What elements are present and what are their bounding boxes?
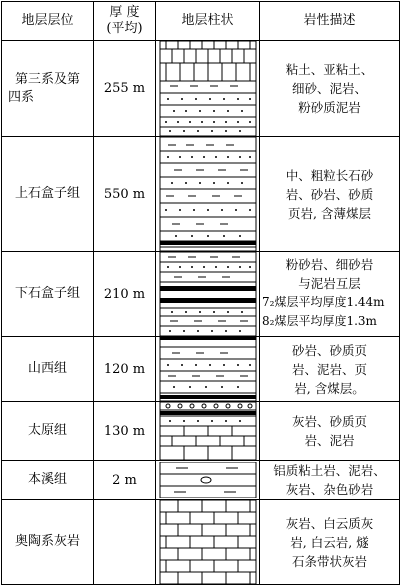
description-line: 灰岩、杂色砂岩 [285,482,374,497]
description-line: 粉砂质泥岩 [298,100,361,115]
stratum-name: 本溪组 [2,461,94,500]
stratum-name: 下石盒子组 [2,252,94,337]
description-line: 砂岩、砂质页 [291,342,367,358]
stratum-row-benxi [2,461,400,500]
stratum-thickness: 550 m [94,137,156,252]
header-description: 岩性描述 [260,2,400,41]
stratum-column-cell [156,137,260,252]
stratum-thickness: 130 m [94,402,156,461]
description-line: 石条带状灰岩 [291,553,367,569]
stratum-description [260,500,400,585]
stratum-thickness: 255 m [94,41,156,137]
stratum-description [260,252,400,337]
description-line: 铝质粘土岩、泥岩、 [273,463,386,478]
lithology-column-quaternary [156,41,260,136]
lithology-column-upper-shihezi [156,137,260,251]
header-thickness [94,2,156,41]
stratum-description [260,461,400,500]
stratum-column-cell [156,461,260,500]
stratum-name-line1: 第三系及第 [14,71,80,87]
coal-seam-note-72: 7₂煤层平均厚度1.44m [262,295,385,309]
description-line: 粘土、亚粘土、 [285,62,374,77]
stratum-column-cell [156,41,260,137]
stratum-column-cell [156,252,260,337]
stratum-row-lower-shihezi [2,252,400,337]
header-thickness-line2: (平均) [106,21,143,36]
stratum-thickness: 210 m [94,252,156,337]
description-line: 岩, 白云岩, 燧 [290,534,369,550]
stratum-description [260,337,400,402]
lithology-column-benxi [156,462,260,498]
stratum-name: 太原组 [2,402,94,461]
stratum-description [260,41,400,137]
stratum-description [260,402,400,461]
stratigraphic-table [1,1,400,585]
description-line: 岩、泥岩 [304,433,355,448]
stratum-thickness: 2 m [94,461,156,500]
stratum-thickness: 120 m [94,337,156,402]
lithology-column-shanxi [156,337,260,401]
header-column: 地层柱状 [156,2,260,41]
stratum-column-cell [156,402,260,461]
description-line: 岩、泥岩、页 [291,361,367,377]
stratum-row-shanxi [2,337,400,402]
stratum-name: 上石盒子组 [2,137,94,252]
lithology-column-ordovician [156,500,260,584]
stratum-row-ordovician [2,500,400,585]
description-line: 岩、砂岩、砂质 [285,186,374,202]
stratum-row-taiyuan [2,402,400,461]
description-line: 与泥岩互层 [298,276,361,291]
stratum-name [2,41,94,137]
stratum-name: 山西组 [2,337,94,402]
stratum-column-cell [156,500,260,585]
description-line: 灰岩、白云质灰 [285,515,374,531]
stratum-description [260,137,400,252]
header-thickness-line1: 厚 度 [109,5,140,20]
stratum-column-cell [156,337,260,402]
stratum-name: 奥陶系灰岩 [2,500,94,585]
stratum-name-line2: 四系 [8,89,35,105]
description-line: 中、粗粒长石砂 [285,167,374,183]
description-line: 页岩, 含薄煤层 [288,205,371,221]
header-row [2,2,400,41]
header-unit: 地层层位 [2,2,94,41]
description-line: 粉砂岩、细砂岩 [285,257,374,272]
stratum-row-quaternary [2,41,400,137]
description-line: 细砂、泥岩、 [291,81,367,96]
stratum-thickness [94,500,156,585]
lithology-column-lower-shihezi [156,252,260,336]
description-line: 灰岩、砂质页 [291,414,367,429]
stratum-row-upper-shihezi [2,137,400,252]
description-line: 岩, 含煤层。 [294,380,365,396]
coal-seam-note-82: 8₂煤层平均厚度1.3m [262,314,377,328]
lithology-column-taiyuan [156,402,260,460]
